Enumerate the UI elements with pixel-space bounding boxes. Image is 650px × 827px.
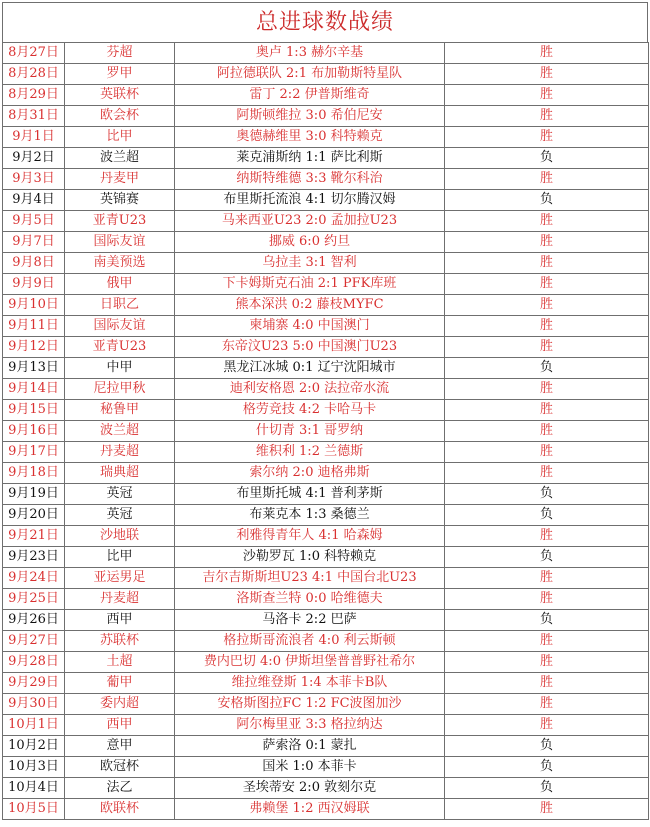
result-cell: 胜 <box>445 274 649 295</box>
table-row <box>3 337 649 358</box>
table-row <box>3 484 649 505</box>
result-cell: 胜 <box>445 316 649 337</box>
date-cell: 9月4日 <box>3 190 65 211</box>
match-cell: 国米 1:0 本菲卡 <box>175 757 445 778</box>
match-cell: 格拉斯哥流浪者 4:0 利云斯顿 <box>175 631 445 652</box>
date-cell: 9月7日 <box>3 232 65 253</box>
result-cell: 胜 <box>445 127 649 148</box>
result-cell: 负 <box>445 610 649 631</box>
result-cell: 胜 <box>445 715 649 736</box>
result-cell: 胜 <box>445 631 649 652</box>
date-cell: 8月31日 <box>3 106 65 127</box>
league-cell: 英联杯 <box>65 85 175 106</box>
result-cell: 胜 <box>445 253 649 274</box>
date-cell: 9月3日 <box>3 169 65 190</box>
result-cell: 胜 <box>445 211 649 232</box>
table-row <box>3 295 649 316</box>
match-cell: 洛斯查兰特 0:0 哈维德夫 <box>175 589 445 610</box>
date-cell: 8月28日 <box>3 64 65 85</box>
match-cell: 雷丁 2:2 伊普斯维奇 <box>175 85 445 106</box>
league-cell: 瑞典超 <box>65 463 175 484</box>
league-cell: 俄甲 <box>65 274 175 295</box>
result-cell: 负 <box>445 190 649 211</box>
league-cell: 西甲 <box>65 610 175 631</box>
table-row <box>3 43 649 64</box>
result-cell: 胜 <box>445 85 649 106</box>
result-cell: 胜 <box>445 652 649 673</box>
result-cell: 胜 <box>445 379 649 400</box>
table-row <box>3 400 649 421</box>
league-cell: 日职乙 <box>65 295 175 316</box>
league-cell: 罗甲 <box>65 64 175 85</box>
table-row <box>3 316 649 337</box>
table-row <box>3 253 649 274</box>
match-cell: 莱克浦斯纳 1:1 萨比利斯 <box>175 148 445 169</box>
match-cell: 下卡姆斯克石油 2:1 PFK库班 <box>175 274 445 295</box>
table-row <box>3 421 649 442</box>
league-cell: 英锦赛 <box>65 190 175 211</box>
league-cell: 南美预选 <box>65 253 175 274</box>
table-row <box>3 463 649 484</box>
date-cell: 9月24日 <box>3 568 65 589</box>
date-cell: 9月30日 <box>3 694 65 715</box>
table-row <box>3 547 649 568</box>
league-cell: 土超 <box>65 652 175 673</box>
league-cell: 秘鲁甲 <box>65 400 175 421</box>
league-cell: 法乙 <box>65 778 175 799</box>
result-cell: 负 <box>445 547 649 568</box>
match-cell: 费内巴切 4:0 伊斯坦堡普普野社希尔 <box>175 652 445 673</box>
date-cell: 9月14日 <box>3 379 65 400</box>
result-cell: 胜 <box>445 694 649 715</box>
league-cell: 葡甲 <box>65 673 175 694</box>
date-cell: 9月23日 <box>3 547 65 568</box>
league-cell: 丹麦甲 <box>65 169 175 190</box>
result-cell: 胜 <box>445 421 649 442</box>
match-cell: 马来西亚U23 2:0 孟加拉U23 <box>175 211 445 232</box>
league-cell: 欧联杯 <box>65 799 175 820</box>
date-cell: 9月10日 <box>3 295 65 316</box>
table-row <box>3 673 649 694</box>
match-cell: 马洛卡 2:2 巴萨 <box>175 610 445 631</box>
match-cell: 纳斯特维德 3:3 靴尔科治 <box>175 169 445 190</box>
result-cell: 胜 <box>445 568 649 589</box>
league-cell: 国际友谊 <box>65 232 175 253</box>
table-row <box>3 232 649 253</box>
league-cell: 委内超 <box>65 694 175 715</box>
league-cell: 意甲 <box>65 736 175 757</box>
date-cell: 10月2日 <box>3 736 65 757</box>
date-cell: 9月2日 <box>3 148 65 169</box>
match-cell: 布里斯托城 4:1 普利茅斯 <box>175 484 445 505</box>
league-cell: 亚运男足 <box>65 568 175 589</box>
table-row <box>3 568 649 589</box>
table-row <box>3 757 649 778</box>
match-cell: 布里斯托流浪 4:1 切尔腾汉姆 <box>175 190 445 211</box>
result-cell: 负 <box>445 736 649 757</box>
result-cell: 负 <box>445 358 649 379</box>
date-cell: 9月18日 <box>3 463 65 484</box>
page-title: 总进球数战绩 <box>2 2 648 42</box>
date-cell: 9月16日 <box>3 421 65 442</box>
date-cell: 10月3日 <box>3 757 65 778</box>
table-row <box>3 190 649 211</box>
date-cell: 9月5日 <box>3 211 65 232</box>
match-cell: 利雅得青年人 4:1 哈森姆 <box>175 526 445 547</box>
match-cell: 东帝汶U23 5:0 中国澳门U23 <box>175 337 445 358</box>
league-cell: 国际友谊 <box>65 316 175 337</box>
league-cell: 波兰超 <box>65 148 175 169</box>
table-row <box>3 442 649 463</box>
table-row <box>3 358 649 379</box>
match-cell: 奥德赫维里 3:0 科特赖克 <box>175 127 445 148</box>
league-cell: 亚青U23 <box>65 211 175 232</box>
date-cell: 9月8日 <box>3 253 65 274</box>
date-cell: 9月13日 <box>3 358 65 379</box>
result-cell: 负 <box>445 148 649 169</box>
match-cell: 阿拉德联队 2:1 布加勒斯特星队 <box>175 64 445 85</box>
result-cell: 负 <box>445 484 649 505</box>
result-cell: 胜 <box>445 463 649 484</box>
match-cell: 安格斯图拉FC 1:2 FC波图加沙 <box>175 694 445 715</box>
date-cell: 9月11日 <box>3 316 65 337</box>
table-row <box>3 610 649 631</box>
result-cell: 胜 <box>445 64 649 85</box>
table-row <box>3 64 649 85</box>
date-cell: 9月21日 <box>3 526 65 547</box>
league-cell: 丹麦超 <box>65 442 175 463</box>
league-cell: 比甲 <box>65 547 175 568</box>
date-cell: 9月1日 <box>3 127 65 148</box>
results-table-body <box>3 43 649 820</box>
table-row <box>3 274 649 295</box>
table-row <box>3 778 649 799</box>
date-cell: 9月25日 <box>3 589 65 610</box>
match-cell: 黑龙江冰城 0:1 辽宁沈阳城市 <box>175 358 445 379</box>
match-cell: 挪威 6:0 约旦 <box>175 232 445 253</box>
date-cell: 9月27日 <box>3 631 65 652</box>
league-cell: 英冠 <box>65 484 175 505</box>
match-cell: 迪利安格恩 2:0 法拉帝水流 <box>175 379 445 400</box>
league-cell: 苏联杯 <box>65 631 175 652</box>
date-cell: 9月29日 <box>3 673 65 694</box>
league-cell: 丹麦超 <box>65 589 175 610</box>
match-cell: 乌拉圭 3:1 智利 <box>175 253 445 274</box>
results-sheet <box>2 2 648 820</box>
result-cell: 胜 <box>445 526 649 547</box>
match-cell: 吉尔吉斯斯坦U23 4:1 中国台北U23 <box>175 568 445 589</box>
table-row <box>3 169 649 190</box>
result-cell: 胜 <box>445 295 649 316</box>
result-cell: 胜 <box>445 799 649 820</box>
table-row <box>3 379 649 400</box>
date-cell: 9月28日 <box>3 652 65 673</box>
league-cell: 中甲 <box>65 358 175 379</box>
table-row <box>3 127 649 148</box>
date-cell: 9月17日 <box>3 442 65 463</box>
table-row <box>3 526 649 547</box>
result-cell: 胜 <box>445 169 649 190</box>
result-cell: 负 <box>445 778 649 799</box>
league-cell: 波兰超 <box>65 421 175 442</box>
result-cell: 胜 <box>445 106 649 127</box>
result-cell: 胜 <box>445 400 649 421</box>
table-row <box>3 715 649 736</box>
match-cell: 维拉维登斯 1:4 本菲卡B队 <box>175 673 445 694</box>
match-cell: 阿斯顿维拉 3:0 希伯尼安 <box>175 106 445 127</box>
table-row <box>3 148 649 169</box>
league-cell: 亚青U23 <box>65 337 175 358</box>
table-row <box>3 85 649 106</box>
date-cell: 10月4日 <box>3 778 65 799</box>
date-cell: 8月29日 <box>3 85 65 106</box>
table-row <box>3 631 649 652</box>
match-cell: 柬埔寨 4:0 中国澳门 <box>175 316 445 337</box>
league-cell: 英冠 <box>65 505 175 526</box>
league-cell: 欧冠杯 <box>65 757 175 778</box>
table-row <box>3 589 649 610</box>
match-cell: 布莱克本 1:3 桑德兰 <box>175 505 445 526</box>
match-cell: 奥卢 1:3 赫尔辛基 <box>175 43 445 64</box>
result-cell: 胜 <box>445 232 649 253</box>
date-cell: 9月26日 <box>3 610 65 631</box>
match-cell: 沙勒罗瓦 1:0 科特赖克 <box>175 547 445 568</box>
table-row <box>3 652 649 673</box>
league-cell: 比甲 <box>65 127 175 148</box>
match-cell: 阿尔梅里亚 3:3 格拉纳达 <box>175 715 445 736</box>
result-cell: 胜 <box>445 673 649 694</box>
result-cell: 胜 <box>445 43 649 64</box>
match-cell: 格劳竞技 4:2 卡哈马卡 <box>175 400 445 421</box>
table-row <box>3 694 649 715</box>
date-cell: 9月20日 <box>3 505 65 526</box>
date-cell: 9月19日 <box>3 484 65 505</box>
match-cell: 索尔纳 2:0 迪格弗斯 <box>175 463 445 484</box>
match-cell: 弗赖堡 1:2 西汉姆联 <box>175 799 445 820</box>
date-cell: 10月5日 <box>3 799 65 820</box>
result-cell: 胜 <box>445 589 649 610</box>
match-cell: 圣埃蒂安 2:0 敦刻尔克 <box>175 778 445 799</box>
results-table <box>2 42 649 820</box>
date-cell: 10月1日 <box>3 715 65 736</box>
date-cell: 9月9日 <box>3 274 65 295</box>
date-cell: 8月27日 <box>3 43 65 64</box>
league-cell: 芬超 <box>65 43 175 64</box>
table-row <box>3 211 649 232</box>
match-cell: 维积利 1:2 兰德斯 <box>175 442 445 463</box>
table-row <box>3 106 649 127</box>
league-cell: 沙地联 <box>65 526 175 547</box>
match-cell: 萨索洛 0:1 蒙扎 <box>175 736 445 757</box>
result-cell: 负 <box>445 757 649 778</box>
table-row <box>3 799 649 820</box>
result-cell: 负 <box>445 505 649 526</box>
date-cell: 9月12日 <box>3 337 65 358</box>
result-cell: 胜 <box>445 442 649 463</box>
match-cell: 熊本深洪 0:2 藤枝MYFC <box>175 295 445 316</box>
match-cell: 什切青 3:1 哥罗纳 <box>175 421 445 442</box>
table-row <box>3 505 649 526</box>
league-cell: 欧会杯 <box>65 106 175 127</box>
table-row <box>3 736 649 757</box>
result-cell: 胜 <box>445 337 649 358</box>
league-cell: 西甲 <box>65 715 175 736</box>
date-cell: 9月15日 <box>3 400 65 421</box>
league-cell: 尼拉甲秋 <box>65 379 175 400</box>
